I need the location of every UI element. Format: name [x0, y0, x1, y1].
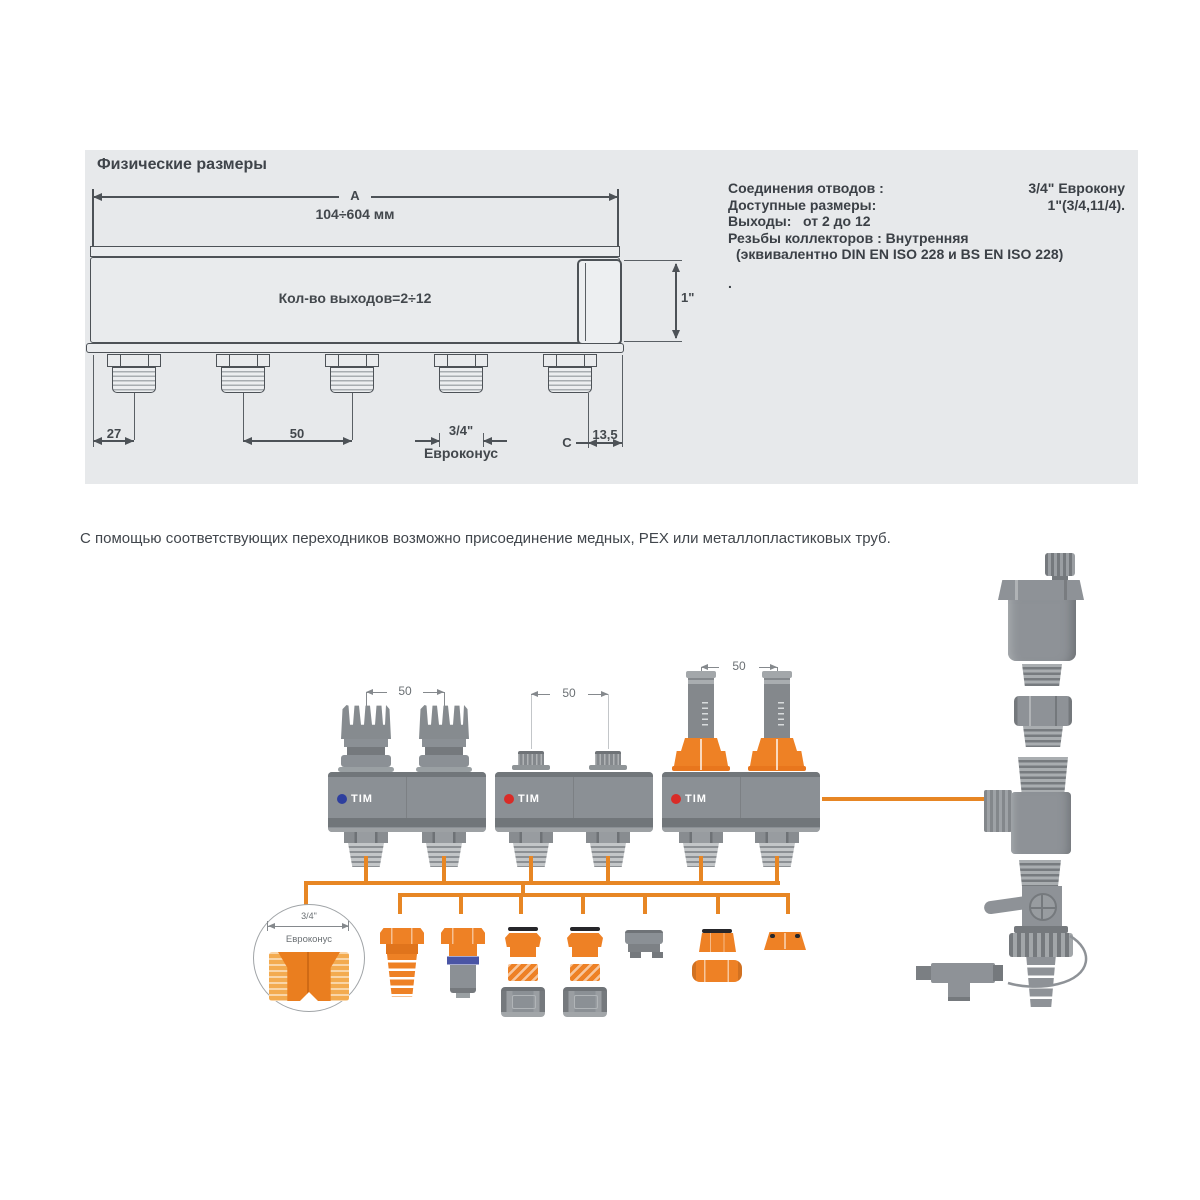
adapter-oring [508, 927, 538, 931]
outlet-count-label: Кол-во выходов=2÷12 [278, 290, 432, 306]
dim-a-arrow-left-icon [93, 193, 102, 201]
knob-band [425, 747, 463, 755]
manifold-bottom-rail [86, 343, 624, 353]
adapter-blue-nut [441, 928, 485, 944]
compatibility-note: С помощью соответствующих переходников возможно присоединение медных, PEX или металлопластиковых труб. [80, 530, 891, 547]
specs-block [728, 180, 1125, 291]
knob-band [422, 739, 466, 747]
dim-27-label: 27 [106, 426, 122, 441]
brand-text: TIM [351, 793, 373, 805]
flow-meter-cap [686, 671, 716, 678]
adapter-eurocone-top [505, 933, 541, 947]
adapter-eurocone-stem [572, 947, 598, 957]
flow-meter-tube [764, 678, 790, 738]
detail-euroconus-label: Евроконус [285, 934, 333, 945]
brand-text: TIM [685, 793, 707, 805]
connection-to-end-group [822, 797, 984, 801]
euroconus-detail-circle [253, 904, 365, 1012]
manual-valve-knob-icon [419, 705, 469, 739]
adapter-gray-foot [652, 952, 663, 958]
tube-highlight [688, 680, 714, 684]
manifold-top-rail [90, 246, 620, 257]
ext-line-left [93, 355, 94, 447]
lockshield-cap-icon [595, 751, 621, 765]
dim-50-label: 50 [719, 660, 759, 672]
brand-dot-icon [337, 794, 347, 804]
manifold-divider [406, 777, 407, 818]
dim-1in-arrow-down-icon [672, 330, 680, 339]
adapter-cap-mark [795, 934, 800, 938]
air-vent-cap-icon [1045, 553, 1075, 576]
dim-50-arrow-right-icon [343, 437, 352, 445]
outlet-thread [112, 367, 156, 393]
dim-34-arrow-right-icon [483, 437, 492, 445]
manual-valve-knob-icon [341, 705, 391, 739]
dim-c-dash [576, 442, 588, 444]
flow-meter-cap [762, 671, 792, 678]
end-cap-outline [577, 259, 622, 345]
coupling-core [574, 995, 598, 1009]
connection-bus-lower [398, 893, 790, 897]
detail-dim-arrow-right-icon [342, 923, 349, 929]
adapter-threaded-nut [508, 964, 538, 981]
dim-a-label: A [339, 188, 371, 203]
outlet-nut [755, 832, 799, 843]
base-highlight [776, 739, 778, 770]
dim-34-arrow-left-icon [431, 437, 440, 445]
drain-valve-handle [983, 896, 1026, 915]
spec-label: Соединения отводов : [728, 180, 884, 196]
manifold-bottom-band [328, 818, 486, 827]
leader-line [243, 393, 244, 440]
adapter-cap-mark [770, 934, 775, 938]
dim-50-arrow-left-icon [243, 437, 252, 445]
euroconus-fitting-icon [269, 952, 349, 1001]
dim-a-ext-right [617, 189, 619, 246]
euroconus-notch [300, 992, 318, 1001]
outlet-nut [422, 832, 466, 843]
dim-1in-arrow-up-icon [672, 263, 680, 272]
dim-arrow-left-icon [531, 691, 538, 697]
manifold-body [328, 772, 486, 832]
connection-stub [442, 856, 446, 883]
compression-coupling [501, 987, 545, 1017]
adapter-eurocone-stem [510, 947, 536, 957]
hose-cap-tip [916, 966, 932, 980]
flow-meter-tube [688, 678, 714, 738]
air-vent-body [1008, 600, 1076, 661]
outlet-nut [679, 832, 723, 843]
spec-line [728, 180, 1125, 197]
tee-top-thread [1018, 757, 1068, 792]
dim-a-line-left [93, 196, 339, 198]
brand-dot-icon [504, 794, 514, 804]
leader-line [352, 393, 353, 440]
dim-a-ext-left [92, 189, 94, 247]
adapter-barb-stem [387, 954, 417, 997]
manifold-body [662, 772, 820, 832]
drain-valve-boss-icon [1029, 893, 1057, 921]
dim-135-label: 13,5 [592, 427, 618, 442]
brand-dot-icon [671, 794, 681, 804]
manifold-bottom-band [662, 818, 820, 827]
dim-50-label: 50 [387, 685, 423, 697]
connection-drop [786, 896, 790, 914]
dim-arrow-left-icon [366, 689, 373, 695]
outlet-nut [434, 354, 488, 367]
base-highlight [700, 739, 702, 770]
dim-arrow-right-icon [601, 691, 608, 697]
dim-guide [531, 694, 532, 749]
compression-coupling [563, 987, 607, 1017]
brand-logo [504, 793, 540, 805]
union-nut-thread [1023, 726, 1063, 747]
dim-1in-line [675, 264, 677, 338]
adapter-barb-collar [386, 944, 418, 954]
leader-line [134, 393, 135, 440]
knob-band [419, 755, 469, 767]
brand-logo [337, 793, 373, 805]
dim-a-value: 104÷604 мм [315, 206, 395, 222]
dim-arrow-right-icon [770, 664, 777, 670]
brand-text: TIM [518, 793, 540, 805]
connection-stub [529, 856, 533, 883]
air-vent-thread [1022, 664, 1062, 686]
detail-dim-label: 3/4" [301, 911, 317, 921]
manifold-divider [740, 777, 741, 818]
adapter-threaded-nut [570, 964, 600, 981]
adapter-eurocone-top [567, 933, 603, 947]
spec-line: Выходы: от 2 до 12 [728, 213, 871, 229]
dim-arrow-left-icon [701, 664, 708, 670]
connection-drop [716, 896, 720, 914]
dim-a-line-right [371, 196, 618, 198]
dim-1in-ext-bottom [624, 341, 682, 342]
euroconus-label: Евроконус [423, 445, 499, 461]
knob-band [344, 739, 388, 747]
adapter-blue-tip [456, 993, 470, 998]
outlet-nut [325, 354, 379, 367]
adapter-union-top [699, 933, 736, 952]
lockshield-cap-icon [518, 751, 544, 765]
spec-label: Доступные размеры: [728, 196, 877, 213]
knob-band [347, 747, 385, 755]
outlet-nut [543, 354, 597, 367]
cap-flange [589, 765, 627, 770]
drain-valve-thread [1019, 860, 1061, 886]
detail-dim-line [267, 926, 349, 927]
adapter-gray-foot [630, 952, 641, 958]
hose-cap-stub [948, 983, 970, 1001]
spec-value: 3/4" Еврокону [1028, 180, 1125, 196]
tee-body [1011, 792, 1071, 854]
dim-guide [608, 694, 609, 749]
outlet-nut [509, 832, 553, 843]
adapter-cap-highlight [784, 933, 786, 949]
cap-flange [512, 765, 550, 770]
connection-stub [364, 856, 368, 883]
manifold-top-edge [495, 772, 653, 777]
connection-bus-upper [304, 881, 780, 885]
connection-stub [699, 856, 703, 883]
flow-meter-scale-icon [702, 702, 708, 726]
adapter-gray-base [628, 944, 660, 952]
knob-band [341, 755, 391, 767]
air-vent-hex [998, 580, 1084, 600]
manifold-bottom-band [495, 818, 653, 827]
outlet-thread [548, 367, 592, 393]
manifold-body [495, 772, 653, 832]
manifold-top-edge [328, 772, 486, 777]
adapter-barb-nut [380, 928, 424, 944]
manifold-divider [573, 777, 574, 818]
dim-50-label: 50 [550, 687, 588, 699]
dim-1in-ext-top [624, 260, 682, 261]
detail-dim-arrow-left-icon [268, 923, 275, 929]
spec-line: Резьбы коллекторов : Внутренняя [728, 229, 969, 246]
adapter-oring [702, 929, 732, 933]
dim-50-label: 50 [289, 426, 305, 441]
connection-stub [775, 856, 779, 883]
spec-value: 1"(3/4,11/4). [1047, 196, 1125, 213]
brand-logo [671, 793, 707, 805]
connection-drop [643, 896, 647, 914]
spec-line: . [728, 274, 732, 291]
spec-line: (эквивалентно DIN EN ISO 228 и BS EN ISO 228) [736, 246, 1064, 262]
connection-drop [459, 896, 463, 914]
dim-guide [444, 692, 445, 706]
dim-1in-label: 1" [681, 290, 695, 305]
air-vent-cap-stem [1052, 576, 1068, 580]
flow-meter-scale-icon [778, 702, 784, 726]
panel-title: Физические размеры [97, 156, 267, 173]
tube-highlight [764, 680, 790, 684]
adapter-blue-body [449, 944, 477, 956]
spec-line [728, 197, 1125, 214]
outlet-thread [439, 367, 483, 393]
tee-side-thread [984, 790, 1012, 832]
dim-arrow-right-icon [437, 689, 444, 695]
dim-c-label: C [562, 435, 572, 450]
connection-drop [581, 896, 585, 914]
hose-cap-collar [993, 965, 1003, 981]
outlet-nut [344, 832, 388, 843]
adapter-oring [570, 927, 600, 931]
outlet-nut [586, 832, 630, 843]
outlet-thread [221, 367, 265, 393]
adapter-union-barrel [692, 960, 742, 982]
outlet-thread [330, 367, 374, 393]
connection-drop [519, 896, 523, 914]
end-cap-inner-line [585, 263, 586, 341]
connection-drop [398, 896, 402, 914]
connection-stub [606, 856, 610, 883]
outlet-nut [216, 354, 270, 367]
adapter-blue-cylinder [450, 965, 476, 993]
hose-cap-body [931, 963, 995, 983]
adapter-gray-cap [625, 930, 663, 944]
dim-34-label: 3/4" [448, 423, 474, 438]
adapter-blue-band [447, 956, 479, 965]
cap-lanyard-icon [990, 928, 1100, 994]
manifold-top-edge [662, 772, 820, 777]
outlet-nut [107, 354, 161, 367]
coupling-core [512, 995, 536, 1009]
union-nut [1014, 696, 1072, 726]
